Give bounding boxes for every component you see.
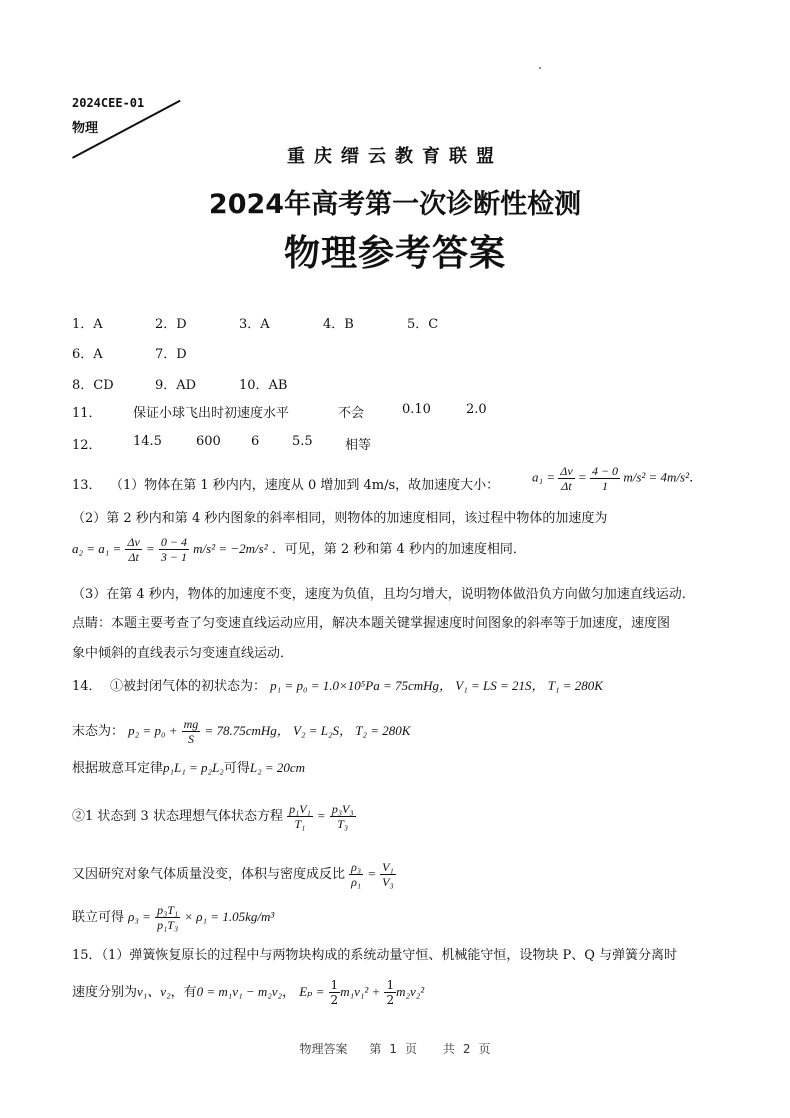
answer-item: 1．A — [72, 317, 103, 332]
step-text: ①被封闭气体的初状态为： — [110, 679, 267, 694]
step-text: 可得 — [223, 761, 250, 776]
organization-title: 重庆缙云教育联盟 — [287, 146, 503, 167]
fraction — [125, 535, 141, 564]
q13-comment-2: 象中倾斜的直线表示匀变速直线运动． — [72, 646, 294, 661]
total-pages: 2 — [462, 1042, 471, 1056]
q14-step2 — [72, 717, 410, 746]
fraction — [159, 535, 189, 564]
formula-text: p₂ = p₀ + — [128, 723, 178, 738]
fraction — [182, 717, 201, 746]
formula-text: m₁v₁² + — [340, 984, 381, 999]
formula-text: p₁ = p₀ = 1.0×10⁵Pa = 75cmHg， V₁ = LS = 21S， T₁ = 280K — [270, 678, 603, 693]
denominator: S — [187, 732, 194, 746]
step-text: 联立可得 — [72, 910, 125, 925]
document-title: 物理参考答案 — [283, 233, 506, 274]
step-text: 速度分别为 — [72, 985, 138, 1000]
q13-comment-1: 点睛：本题主要考查了匀变速直线运动应用，解决本题关键掌握速度时间图象的斜率等于加速度，速度图 — [72, 616, 671, 631]
numerator: 1 — [330, 978, 339, 992]
footer-doc-name: 物理答案 — [299, 1042, 348, 1056]
q14-step4 — [72, 802, 356, 831]
denominator: T₁ — [294, 817, 306, 831]
q15-line-2 — [72, 978, 424, 1007]
q13-number: 13． — [72, 478, 102, 493]
formula-text: m₂v₂² — [396, 984, 425, 999]
formula-text: × ρ₁ = 1.05kg/m³ — [184, 909, 275, 924]
fraction — [590, 464, 620, 493]
answer-item: 10．AB — [239, 378, 288, 393]
numerator: p₁V₁ — [289, 802, 311, 816]
denominator: 1 — [602, 479, 608, 493]
subject-label: 物理 — [72, 121, 99, 136]
numerator: p₃V₃ — [331, 802, 354, 816]
step-text: 又因研究对象气体质量没变，体积与密度成反比 — [72, 867, 346, 882]
page-number: 1 — [389, 1042, 397, 1056]
q12-answer: 相等 — [345, 438, 372, 453]
q12-number: 12． — [72, 438, 102, 453]
answer-item: 3．A — [239, 317, 270, 332]
numerator: p₃T₁ — [157, 903, 179, 917]
fraction — [329, 978, 341, 1007]
formula-text: = — [146, 541, 155, 556]
q14-step6 — [72, 903, 274, 932]
fraction — [384, 978, 396, 1007]
denominator: 2 — [330, 993, 339, 1007]
denominator: Δt — [128, 550, 139, 564]
footer-text: 共 — [442, 1042, 455, 1056]
answer-item: 8．CD — [72, 378, 114, 393]
formula-text: m/s² = 4m/s²． — [623, 469, 702, 485]
denominator: Δt — [561, 479, 572, 493]
page-footer — [0, 1040, 790, 1057]
formula-text: Eₚ = — [299, 984, 325, 999]
exam-title: 2024年高考第一次诊断性检测 — [208, 189, 582, 220]
numerator: 0 − 4 — [160, 535, 188, 549]
formula-text: m/s² = −2m/s² — [193, 541, 268, 556]
q12-answer: 6 — [251, 434, 260, 449]
q14-step1 — [110, 675, 603, 694]
fraction — [287, 802, 313, 831]
formula-text: p₁L₁ = p₂L₂ — [163, 760, 224, 775]
numerator: 1 — [386, 978, 395, 992]
answer-item: 6．A — [72, 347, 103, 362]
footer-text: 页 — [478, 1042, 491, 1056]
q13-part2: （2）第 2 秒内和第 4 秒内图象的斜率相同，则物体的加速度相同，该过程中物体的加速度为 — [72, 511, 608, 526]
numerator: V₁ — [382, 860, 394, 874]
fraction — [330, 802, 356, 831]
scan-speck — [539, 67, 541, 69]
fraction — [558, 464, 574, 493]
formula-text: ρ₃ = — [128, 909, 151, 924]
formula-text: = — [316, 808, 326, 823]
q12-answer: 600 — [196, 434, 221, 449]
formula-text: a₁ = — [532, 469, 556, 485]
footer-text: 第 — [369, 1042, 382, 1056]
step-text: ，有 — [170, 985, 197, 1000]
formula-text: a₂ = a₁ = — [72, 541, 122, 556]
answer-item: 9．AD — [155, 378, 197, 393]
fraction — [349, 860, 363, 889]
q11-number: 11． — [72, 406, 102, 421]
numerator: Δv — [560, 464, 573, 478]
q14-number: 14． — [72, 679, 102, 694]
q14-step5 — [72, 860, 396, 889]
q11-answer: 保证小球飞出时初速度水平 — [133, 406, 290, 421]
denominator: ρ₁ — [351, 875, 362, 889]
q13-conclusion: ．可见，第 2 秒和第 4 秒内的加速度相同． — [271, 542, 526, 557]
q13-part3: （3）在第 4 秒内，物体的加速度不变，速度为负值，且均匀增大，说明物体做沿负方向做匀加速直线运动． — [72, 587, 695, 602]
answer-item: 5．C — [407, 317, 439, 332]
q15-line-1: 15．（1）弹簧恢复原长的过程中与两物块构成的系统动量守恒、机械能守恒，设物块 P、Q 与弹簧分离时 — [72, 948, 677, 963]
answer-item: 4．B — [323, 317, 354, 332]
denominator: 2 — [386, 993, 395, 1007]
formula-text: = — [367, 866, 377, 881]
fraction — [380, 860, 396, 889]
denominator: 3 − 1 — [160, 550, 188, 564]
fraction — [155, 903, 180, 932]
answer-item: 2．D — [155, 317, 187, 332]
q13-part1: （1）物体在第 1 秒内内，速度从 0 增加到 4m/s，故加速度大小： — [110, 478, 500, 493]
formula-text: L₂ = 20cm — [249, 760, 306, 775]
q12-answer: 14.5 — [133, 434, 162, 449]
formula-text: = 78.75cmHg， V₂ = L₂S， T₂ = 280K — [204, 723, 411, 738]
step-text: 末态为： — [72, 724, 125, 739]
q12-answer: 5.5 — [292, 434, 313, 449]
q11-answer: 2.0 — [466, 402, 487, 417]
step-text: ②1 状态到 3 状态理想气体状态方程 — [72, 809, 283, 824]
denominator: V₃ — [382, 875, 394, 889]
q13-formula-a1 — [532, 464, 702, 493]
exam-code: 2024CEE-01 — [72, 96, 145, 110]
formula-text: 0 = m₁v₁ − m₂v₂ — [196, 984, 283, 999]
numerator: mg — [183, 717, 199, 731]
q14-step3 — [72, 757, 305, 776]
denominator: T₃ — [337, 817, 349, 831]
formula-text: = — [577, 469, 587, 485]
q11-answer: 不会 — [338, 406, 365, 421]
numerator: 4 − 0 — [591, 464, 619, 478]
numerator: Δv — [127, 535, 140, 549]
step-text: ， — [282, 985, 296, 1000]
formula-text: v₁、v₂ — [137, 984, 171, 999]
answer-item: 7．D — [155, 347, 187, 362]
q13-formula-a2-line — [72, 535, 526, 564]
q11-answer: 0.10 — [402, 402, 431, 417]
numerator: ρ₃ — [351, 860, 362, 874]
step-text: 根据玻意耳定律 — [72, 761, 164, 776]
footer-text: 页 — [404, 1042, 417, 1056]
denominator: p₁T₃ — [157, 918, 179, 932]
